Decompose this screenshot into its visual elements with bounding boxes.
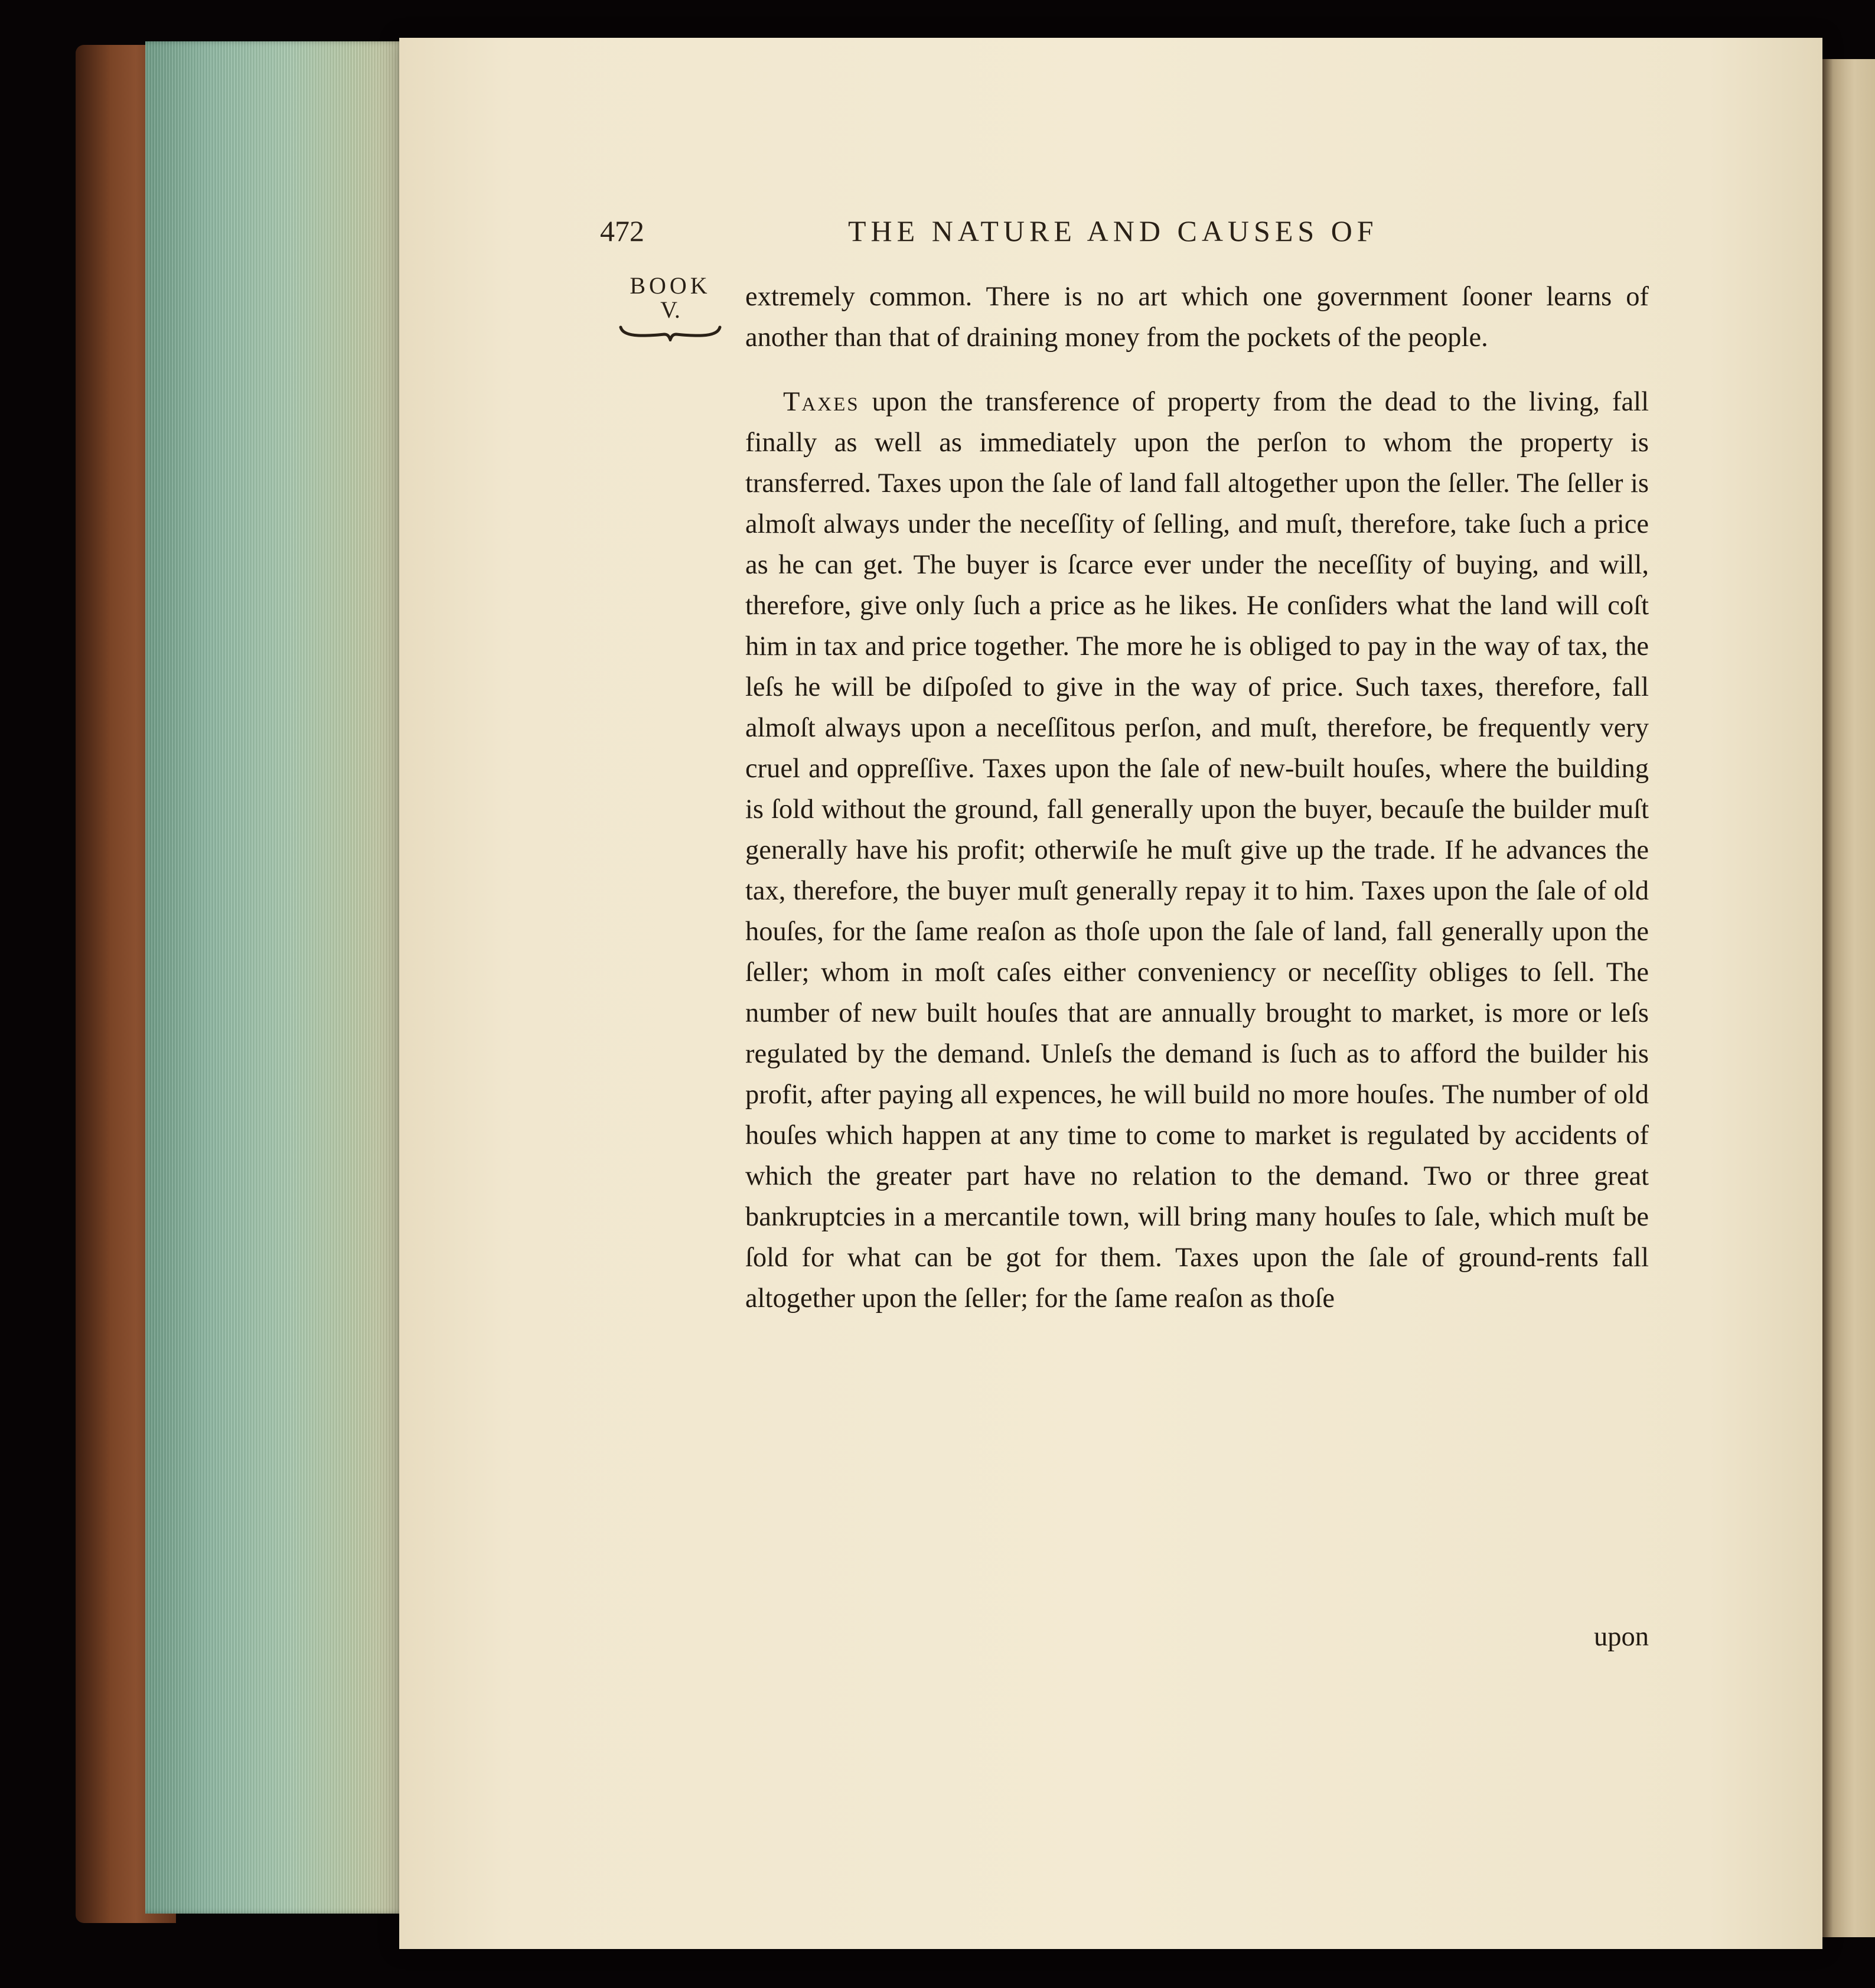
running-head-title: THE NATURE AND CAUSES OF (848, 214, 1378, 247)
margin-volume: V. (660, 296, 680, 323)
brace-ornament-icon (617, 324, 723, 341)
margin-note (614, 273, 726, 341)
catchword: upon (1594, 1622, 1649, 1652)
page-number: 472 (600, 214, 644, 247)
running-head (600, 210, 1648, 252)
body-text (745, 276, 1649, 1319)
paragraph-2 (745, 382, 1649, 1319)
paragraph-2-lead-word: Taxes (783, 387, 860, 417)
page-block-edges (145, 41, 405, 1914)
paragraph-1-text: extremely common. There is no art which one government ſooner learns of another than that of draining money from the pockets of the people. (745, 282, 1649, 353)
facing-page-edge (1822, 59, 1875, 1937)
paragraph-2-text: upon the transference of property from the dead to the living, fall finally as well as immediately upon the perſon to whom the property is transferred. Taxes upon the ſale of land fall altogether upon the ſeller. The ſeller is almoſt always under the neceſſity of ſelling, and muſt, therefore, take ſuch a price as he can get. The buyer is ſcarce ever under the neceſſity of buying, and will, therefore, give only ſuch a price as he likes. He conſiders what the land will coſt him in tax and price together. The more he is obliged to pay in the way of tax, the leſs he will be diſpoſed to give in the way of price. Such taxes, therefore, fall almoſt always upon a neceſſitous perſon, and muſt, therefore, be frequently very cruel and oppreſſive. Taxes upon the ſale of new-built houſes, where the building is ſold without the ground, fall generally upon the buyer, becauſe the builder muſt generally have his profit; otherwiſe he muſt give up the trade. If he advances the tax, therefore, the buyer muſt generally repay it to him. Taxes upon the ſale of old houſes, for the ſame reaſon as thoſe upon the ſale of land, fall generally upon the ſeller; whom in moſt caſes either conveniency or neceſſity obliges to ſell. The number of new built houſes that are annually brought to market, is more or leſs regulated by the demand. Unleſs the demand is ſuch as to afford the builder his profit, after paying all expences, he will build no more houſes. The number of old houſes which happen at any time to come to market is regulated by accidents of which the greater part have no relation to the demand. Two or three great bankruptcies in a mercantile town, will bring many houſes to ſale, which muſt be ſold for what can be got for them. Taxes upon the ſale of ground-rents fall altogether upon the ſeller; for the ſame reaſon as thoſe (745, 387, 1649, 1314)
margin-book-label: BOOK (630, 272, 711, 299)
paragraph-1 (745, 276, 1649, 358)
